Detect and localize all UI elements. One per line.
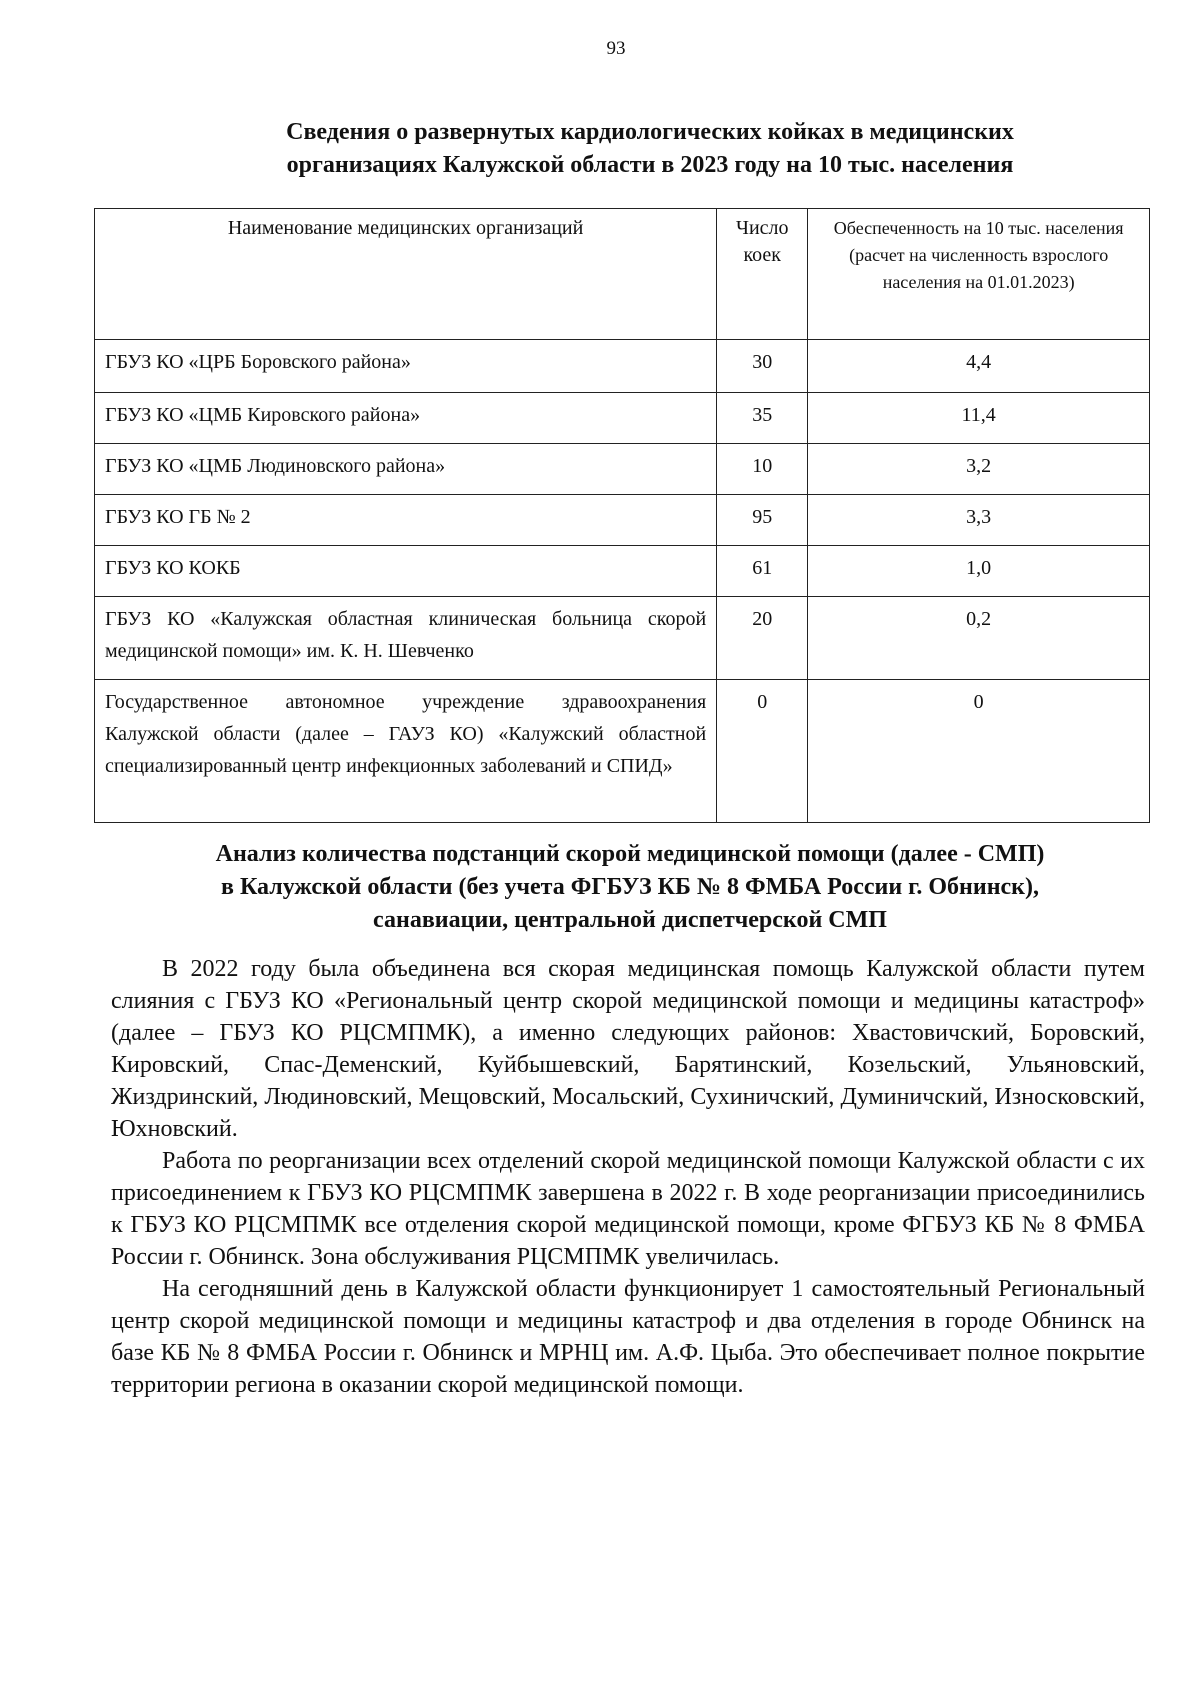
rate-cell: 0,2: [808, 597, 1150, 680]
bed-count-cell: 10: [717, 444, 808, 495]
beds-table: [94, 208, 1150, 823]
paragraph: На сегодняшний день в Калужской области функционирует 1 самостоятельный Региональный центр скорой медицинской помощи и медицины катастроф и два отделения в городе Обнинск на базе КБ № 8 ФМБА России г. Обнинск и МРНЦ им. А.Ф. Цыба. Это обеспечивает полное покрытие территории региона в оказании скорой медицинской помощи.: [111, 1276, 1145, 1398]
header-rate: Обеспеченность на 10 тыс. населения (расчет на численность взрослого населения на 01.01.2023): [808, 209, 1150, 340]
bed-count-cell: 61: [717, 546, 808, 597]
section-title: [130, 838, 1130, 937]
org-name-cell: ГБУЗ КО «ЦМБ Кировского района»: [95, 393, 717, 444]
rate-cell: 3,2: [808, 444, 1150, 495]
bed-count-cell: 30: [717, 340, 808, 393]
table-title-line: организациях Калужской области в 2023 году на 10 тыс. населения: [286, 152, 1014, 178]
org-name-cell: ГБУЗ КО ГБ № 2: [95, 495, 717, 546]
header-org-name: Наименование медицинских организаций: [95, 209, 717, 340]
org-name-cell: ГБУЗ КО «ЦРБ Боровского района»: [95, 340, 717, 393]
org-name-cell: ГБУЗ КО КОКБ: [95, 546, 717, 597]
bed-count-cell: 0: [717, 680, 808, 823]
table-header-row: [95, 209, 1150, 340]
paragraph: Работа по реорганизации всех отделений скорой медицинской помощи Калужской области с их присоединением к ГБУЗ КО РЦСМПМК завершена в 2022 г. В ходе реорганизации присоединились к ГБУЗ КО РЦСМПМК все отделения скорой медицинской помощи, кроме ФГБУЗ КБ № 8 ФМБА России г. Обнинск. Зона обслуживания РЦСМПМК увеличилась.: [111, 1148, 1145, 1270]
rate-cell: 0: [808, 680, 1150, 823]
bed-count-cell: 35: [717, 393, 808, 444]
section-title-line: Анализ количества подстанций скорой медицинской помощи (далее - СМП): [215, 841, 1045, 867]
table-row: [95, 546, 1150, 597]
section-title-line: санавиации, центральной диспетчерской СМП: [373, 907, 887, 933]
bed-count-cell: 20: [717, 597, 808, 680]
page-number: 93: [606, 38, 626, 59]
table-row: [95, 680, 1150, 823]
body-text: [111, 953, 1145, 1401]
table-row: [95, 340, 1150, 393]
org-name-cell: Государственное автономное учреждение здравоохранения Калужской области (далее – ГАУЗ КО) «Калужский областной специализированный центр инфекционных заболеваний и СПИД»: [95, 680, 717, 823]
table-row: [95, 495, 1150, 546]
table-row: [95, 597, 1150, 680]
header-bed-count: Число коек: [717, 209, 808, 340]
table-title-line: Сведения о развернутых кардиологических койках в медицинских: [286, 119, 1014, 145]
bed-count-cell: 95: [717, 495, 808, 546]
table-row: [95, 393, 1150, 444]
section-title-line: в Калужской области (без учета ФГБУЗ КБ № 8 ФМБА России г. Обнинск),: [221, 874, 1039, 900]
rate-cell: 1,0: [808, 546, 1150, 597]
rate-cell: 11,4: [808, 393, 1150, 444]
rate-cell: 4,4: [808, 340, 1150, 393]
table-row: [95, 444, 1150, 495]
paragraph: В 2022 году была объединена вся скорая медицинская помощь Калужской области путем слияния с ГБУЗ КО «Региональный центр скорой медицинской помощи и медицины катастроф» (далее – ГБУЗ КО РЦСМПМК), а именно следующих районов: Хвастовичский, Боровский, Кировский, Спас-Деменский, Куйбышевский, Барятинский, Козельский, Ульяновский, Жиздринский, Людиновский, Мещовский, Мосальский, Сухиничский, Думиничский, Износковский, Юхновский.: [111, 956, 1145, 1142]
org-name-cell: ГБУЗ КО «Калужская областная клиническая больница скорой медицинской помощи» им. К. Н. Шевченко: [95, 597, 717, 680]
rate-cell: 3,3: [808, 495, 1150, 546]
org-name-cell: ГБУЗ КО «ЦМБ Людиновского района»: [95, 444, 717, 495]
table-title: [150, 116, 1150, 182]
